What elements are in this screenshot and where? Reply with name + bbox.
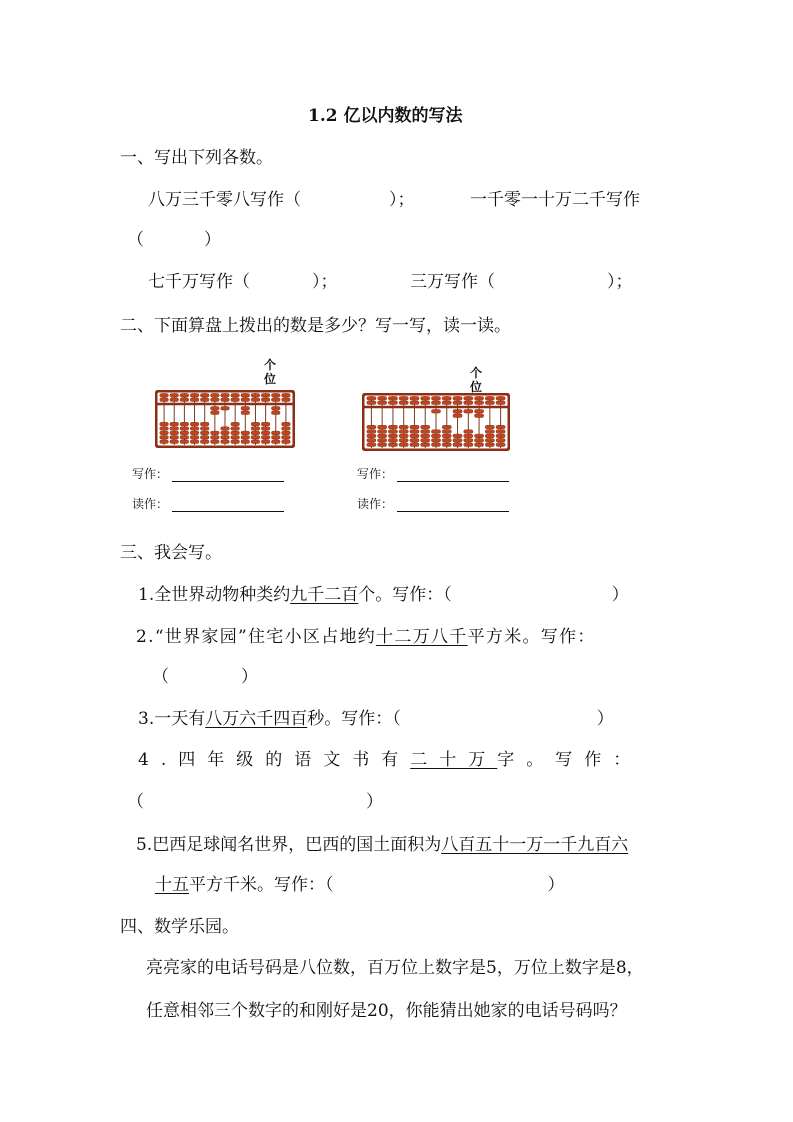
abacus-left — [155, 390, 295, 448]
abacus-bead — [431, 434, 440, 438]
abacus-bead — [221, 431, 230, 435]
abacus-bead — [271, 431, 280, 435]
abacus-bead — [453, 397, 462, 401]
abacus-bead — [421, 443, 430, 447]
abacus-bead — [282, 398, 291, 402]
abacus-bead — [453, 401, 462, 405]
abacus-bead — [421, 401, 430, 405]
abacus-bead — [251, 394, 260, 398]
abacus-bead — [251, 427, 260, 431]
abacus-bead — [388, 401, 397, 405]
abacus-bead — [474, 414, 483, 418]
abacus-bead — [399, 425, 408, 429]
abacus-bead — [210, 407, 219, 411]
abacus-bead — [442, 439, 451, 443]
abacus-bead — [190, 422, 199, 426]
abacus-bead — [170, 436, 179, 440]
abacus-bead — [241, 431, 250, 435]
abacus-bead — [399, 430, 408, 434]
abacus-bead — [388, 397, 397, 401]
abacus-bead — [271, 394, 280, 398]
abacus-bead — [496, 401, 505, 405]
unit-label-left: 个 位 — [264, 358, 277, 386]
abacus-bead — [261, 440, 270, 444]
abacus-bead — [410, 430, 419, 434]
abacus-bead — [231, 427, 240, 431]
abacus-bead — [190, 431, 199, 435]
abacus-bead — [474, 397, 483, 401]
abacus-bead — [170, 422, 179, 426]
abacus-bead — [474, 401, 483, 405]
abacus-bead — [367, 430, 376, 434]
write-line-right[interactable] — [397, 481, 509, 482]
q3-item-5: 5.巴西足球闻名世界，巴西的国土面积为八百五十一万一千九百六 — [136, 835, 629, 855]
read-line-right[interactable] — [397, 511, 509, 512]
abacus-bead — [399, 443, 408, 447]
abacus-bead — [431, 430, 440, 434]
abacus-bead — [180, 427, 189, 431]
abacus-bead — [160, 398, 169, 402]
abacus-bead — [210, 394, 219, 398]
abacus-bead — [431, 410, 440, 414]
abacus-bead — [453, 443, 462, 447]
q1-item-a-text: 八万三千零八写作（ — [148, 190, 301, 210]
abacus-bead — [282, 422, 291, 426]
abacus-bead — [200, 431, 209, 435]
abacus-bead — [241, 436, 250, 440]
abacus-bead — [464, 410, 473, 414]
abacus-bead — [231, 440, 240, 444]
abacus-bead — [251, 436, 260, 440]
abacus-bead — [399, 439, 408, 443]
abacus-bead — [180, 431, 189, 435]
abacus-bead — [410, 425, 419, 429]
abacus-right — [362, 393, 510, 451]
abacus-bead — [367, 443, 376, 447]
abacus-bead — [160, 436, 169, 440]
abacus-bead — [261, 398, 270, 402]
abacus-bead — [378, 425, 387, 429]
abacus-bead — [180, 422, 189, 426]
write-label-right: 写作： — [357, 467, 394, 481]
abacus-bead — [464, 401, 473, 405]
abacus-bead — [231, 436, 240, 440]
abacus-bead — [464, 397, 473, 401]
abacus-bead — [241, 411, 250, 415]
abacus-bead — [367, 439, 376, 443]
abacus-bead — [431, 401, 440, 405]
abacus-bead — [388, 439, 397, 443]
abacus-bead — [485, 430, 494, 434]
abacus-bead — [271, 411, 280, 415]
abacus-bead — [282, 436, 291, 440]
abacus-bead — [421, 425, 430, 429]
abacus-bead — [200, 394, 209, 398]
abacus-bead — [442, 434, 451, 438]
read-label-left: 读作： — [132, 497, 169, 511]
abacus-bead — [180, 436, 189, 440]
abacus-bead — [282, 394, 291, 398]
abacus-bead — [464, 443, 473, 447]
abacus-bead — [431, 443, 440, 447]
section-4-heading: 四、数学乐园。 — [120, 917, 239, 937]
abacus-bead — [241, 398, 250, 402]
abacus-bead — [431, 397, 440, 401]
q1-item-b-answer: （ ） — [127, 230, 221, 250]
abacus-bead — [474, 434, 483, 438]
abacus-bead — [190, 440, 199, 444]
abacus-bead — [282, 431, 291, 435]
abacus-bead — [221, 394, 230, 398]
abacus-bead — [261, 422, 270, 426]
abacus-bead — [180, 394, 189, 398]
abacus-bead — [410, 443, 419, 447]
abacus-bead — [261, 427, 270, 431]
abacus-bead — [378, 434, 387, 438]
abacus-bead — [496, 430, 505, 434]
abacus-bead — [221, 407, 230, 411]
abacus-bead — [210, 436, 219, 440]
read-label-right: 读作： — [357, 497, 394, 511]
q1-item-d: 三万写作（ ）； — [410, 272, 633, 292]
abacus-bead — [367, 401, 376, 405]
abacus-bead — [421, 434, 430, 438]
write-label-left: 写作： — [132, 467, 169, 481]
abacus-bead — [170, 394, 179, 398]
abacus-bead — [367, 397, 376, 401]
abacus-bead — [190, 427, 199, 431]
q1-item-a: 八万三千零八写作（ ）； — [148, 190, 415, 210]
unit-label-right: 个 位 — [470, 366, 483, 394]
abacus-bead — [453, 434, 462, 438]
abacus-bead — [231, 431, 240, 435]
q3-item-4-answer: （ ） — [127, 792, 383, 812]
section-2-heading: 二、下面算盘上拨出的数是多少？写一写，读一读。 — [120, 316, 511, 336]
abacus-bead — [160, 431, 169, 435]
abacus-bead — [453, 410, 462, 414]
abacus-bead — [410, 401, 419, 405]
abacus-bead — [421, 397, 430, 401]
abacus-bead — [180, 440, 189, 444]
abacus-bead — [378, 430, 387, 434]
abacus-bead — [241, 440, 250, 444]
abacus-bead — [251, 422, 260, 426]
abacus-bead — [261, 436, 270, 440]
abacus-bead — [453, 414, 462, 418]
abacus-bead — [496, 397, 505, 401]
abacus-bead — [170, 398, 179, 402]
abacus-bead — [170, 440, 179, 444]
abacus-bead — [485, 425, 494, 429]
q3-item-5-cont: 十五平方千米。写作：（ ） — [155, 875, 565, 895]
abacus-bead — [251, 431, 260, 435]
abacus-bead — [282, 440, 291, 444]
abacus-bead — [170, 427, 179, 431]
abacus-bead — [410, 434, 419, 438]
abacus-bead — [200, 422, 209, 426]
abacus-bead — [271, 436, 280, 440]
abacus-bead — [485, 443, 494, 447]
abacus-bead — [261, 394, 270, 398]
abacus-bead — [496, 425, 505, 429]
abacus-bead — [388, 434, 397, 438]
abacus-bead — [485, 401, 494, 405]
abacus-bead — [241, 407, 250, 411]
abacus-bead — [496, 434, 505, 438]
write-line-left[interactable] — [172, 481, 284, 482]
abacus-bead — [231, 422, 240, 426]
abacus-bead — [388, 425, 397, 429]
abacus-bead — [431, 439, 440, 443]
abacus-bead — [282, 427, 291, 431]
abacus-bead — [485, 434, 494, 438]
puzzle-line-1: 亮亮家的电话号码是八位数，百万位上数字是5，万位上数字是8， — [146, 958, 644, 978]
abacus-bead — [367, 425, 376, 429]
q1-item-c: 七千万写作（ ）； — [148, 272, 338, 292]
abacus-bead — [271, 398, 280, 402]
abacus-bead — [271, 407, 280, 411]
abacus-bead — [160, 440, 169, 444]
abacus-bead — [442, 425, 451, 429]
abacus-bead — [210, 440, 219, 444]
abacus-bead — [241, 394, 250, 398]
abacus-bead — [474, 410, 483, 414]
abacus-bead — [251, 398, 260, 402]
abacus-bead — [221, 427, 230, 431]
page-title: 1.2 亿以内数的写法 — [308, 106, 463, 126]
abacus-bead — [388, 430, 397, 434]
section-1-heading: 一、写出下列各数。 — [120, 148, 273, 168]
abacus-bead — [210, 398, 219, 402]
abacus-bead — [442, 401, 451, 405]
abacus-bead — [378, 439, 387, 443]
abacus-bead — [378, 401, 387, 405]
abacus-bead — [399, 401, 408, 405]
abacus-bead — [231, 398, 240, 402]
q3-item-2-answer: （ ） — [152, 667, 258, 687]
puzzle-line-2: 任意相邻三个数字的和刚好是20，你能猜出她家的电话号码吗？ — [146, 1001, 627, 1021]
abacus-bead — [221, 398, 230, 402]
abacus-bead — [442, 397, 451, 401]
section-3-heading: 三、我会写。 — [120, 543, 222, 563]
abacus-bead — [453, 439, 462, 443]
abacus-bead — [200, 440, 209, 444]
abacus-bead — [399, 434, 408, 438]
abacus-bead — [421, 430, 430, 434]
abacus-bead — [190, 394, 199, 398]
q3-item-1: 1.全世界动物种类约九千二百个。写作：（ ） — [138, 585, 629, 605]
abacus-bead — [410, 397, 419, 401]
abacus-bead — [496, 443, 505, 447]
abacus-bead — [160, 427, 169, 431]
abacus-bead — [399, 397, 408, 401]
abacus-bead — [210, 431, 219, 435]
abacus-bead — [474, 443, 483, 447]
abacus-bead — [210, 411, 219, 415]
abacus-bead — [388, 443, 397, 447]
q3-item-3: 3.一天有八万六千四百秒。写作：（ ） — [138, 709, 614, 729]
abacus-bead — [200, 398, 209, 402]
read-line-left[interactable] — [172, 511, 284, 512]
abacus-bead — [200, 436, 209, 440]
abacus-bead — [180, 398, 189, 402]
abacus-bead — [485, 439, 494, 443]
abacus-bead — [231, 394, 240, 398]
abacus-bead — [421, 439, 430, 443]
abacus-bead — [221, 440, 230, 444]
abacus-bead — [464, 430, 473, 434]
q3-item-4: 4.四年级的语文书有二十万字。写作： — [138, 750, 643, 770]
abacus-bead — [190, 398, 199, 402]
abacus-bead — [496, 439, 505, 443]
abacus-bead — [261, 431, 270, 435]
abacus-bead — [464, 439, 473, 443]
abacus-bead — [410, 439, 419, 443]
abacus-bead — [271, 440, 280, 444]
abacus-bead — [190, 436, 199, 440]
abacus-bead — [378, 397, 387, 401]
abacus-bead — [442, 430, 451, 434]
abacus-bead — [378, 443, 387, 447]
abacus-bead — [160, 394, 169, 398]
abacus-bead — [170, 431, 179, 435]
abacus-bead — [485, 397, 494, 401]
abacus-bead — [474, 439, 483, 443]
abacus-bead — [160, 422, 169, 426]
abacus-bead — [251, 440, 260, 444]
abacus-bead — [442, 443, 451, 447]
abacus-bead — [200, 427, 209, 431]
q1-item-b: 一千零一十万二千写作 — [470, 190, 640, 210]
abacus-bead — [221, 436, 230, 440]
abacus-bead — [367, 434, 376, 438]
q3-item-2: 2.“世界家园”住宅小区占地约十二万八千平方米。写作： — [136, 627, 596, 647]
abacus-bead — [464, 434, 473, 438]
